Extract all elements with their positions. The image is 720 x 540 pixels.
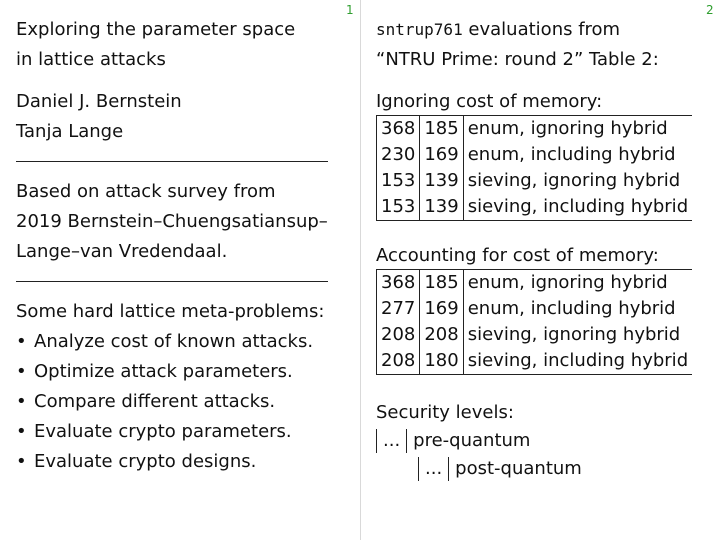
bullet-dot: •	[16, 421, 27, 442]
bar	[448, 457, 449, 481]
bullet-text: Optimize attack parameters.	[34, 361, 293, 382]
table-row	[377, 296, 693, 322]
based-line-1: Based on attack survey from	[16, 181, 276, 202]
cell-a: 153	[377, 194, 420, 221]
based-line-2: 2019 Bernstein–Chuengsatiansup–	[16, 211, 328, 232]
post-quantum-label: post-quantum	[455, 458, 582, 479]
table-row	[377, 348, 693, 375]
bullet-dot: •	[16, 361, 27, 382]
cell-a: 230	[377, 142, 420, 168]
cell-desc: sieving, ignoring hybrid	[467, 324, 681, 345]
table-accounting-memory	[376, 269, 692, 375]
title-line-2: in lattice attacks	[16, 49, 166, 70]
rule-2	[16, 281, 328, 282]
cell-b: 185	[420, 270, 463, 297]
cell-desc: sieving, including hybrid	[467, 196, 689, 217]
left-page	[16, 15, 334, 477]
meta-heading: Some hard lattice meta-problems:	[16, 301, 325, 322]
cell-b: 139	[420, 168, 463, 194]
cell-a: 208	[377, 348, 420, 375]
cell-b: 180	[420, 348, 463, 375]
bullet-item	[16, 447, 334, 477]
cell-desc: enum, including hybrid	[467, 144, 676, 165]
bullet-item	[16, 387, 334, 417]
page-number-1: 1	[346, 3, 354, 17]
security-levels	[376, 427, 706, 485]
cell-b: 208	[420, 322, 463, 348]
cell-b: 169	[420, 142, 463, 168]
cell-desc: sieving, ignoring hybrid	[467, 170, 681, 191]
rule-1	[16, 161, 328, 162]
cell-b: 139	[420, 194, 463, 221]
bar	[376, 429, 377, 453]
cell-a: 153	[377, 168, 420, 194]
bullet-item	[16, 327, 334, 357]
page-number-2: 2	[706, 3, 714, 17]
cell-b: 185	[420, 116, 463, 143]
cell-desc: sieving, including hybrid	[467, 350, 689, 371]
bullet-text: Compare different attacks.	[34, 391, 276, 412]
table-row	[377, 322, 693, 348]
code-name: sntrup761	[376, 20, 463, 39]
bullet-text: Evaluate crypto designs.	[34, 451, 257, 472]
cell-a: 368	[377, 116, 420, 143]
table-row	[377, 194, 693, 221]
ellipsis: ...	[383, 430, 401, 451]
cell-a: 277	[377, 296, 420, 322]
bullet-dot: •	[16, 451, 27, 472]
bar	[418, 457, 419, 481]
heading-line-1	[376, 15, 706, 45]
title-line-1: Exploring the parameter space	[16, 19, 296, 40]
heading-rest: evaluations from	[462, 19, 621, 40]
ellipsis: ...	[425, 458, 443, 479]
based-line-3: Lange–van Vredendaal.	[16, 241, 228, 262]
cell-a: 368	[377, 270, 420, 297]
table-row	[377, 168, 693, 194]
bullet-dot: •	[16, 391, 27, 412]
bullet-item	[16, 357, 334, 387]
bullet-dot: •	[16, 331, 27, 352]
page-divider	[360, 0, 361, 540]
table1-caption: Ignoring cost of memory:	[376, 91, 603, 112]
heading-line-2: “NTRU Prime: round 2” Table 2:	[376, 49, 659, 70]
cell-b: 169	[420, 296, 463, 322]
cell-desc: enum, ignoring hybrid	[467, 272, 668, 293]
cell-desc: enum, ignoring hybrid	[467, 118, 668, 139]
bullet-item	[16, 417, 334, 447]
bullet-text: Evaluate crypto parameters.	[34, 421, 292, 442]
cell-a: 208	[377, 322, 420, 348]
author-2: Tanja Lange	[16, 121, 124, 142]
table2-caption: Accounting for cost of memory:	[376, 245, 659, 266]
security-row-pre	[376, 427, 530, 455]
security-caption: Security levels:	[376, 402, 514, 423]
author-1: Daniel J. Bernstein	[16, 91, 182, 112]
cell-desc: enum, including hybrid	[467, 298, 676, 319]
security-row-post	[418, 455, 582, 483]
pre-quantum-label: pre-quantum	[413, 430, 531, 451]
right-page	[376, 15, 706, 485]
bar	[406, 429, 407, 453]
table-ignoring-memory	[376, 115, 692, 221]
table-row	[377, 270, 693, 297]
table-row	[377, 142, 693, 168]
bullet-text: Analyze cost of known attacks.	[34, 331, 314, 352]
table-row	[377, 116, 693, 143]
